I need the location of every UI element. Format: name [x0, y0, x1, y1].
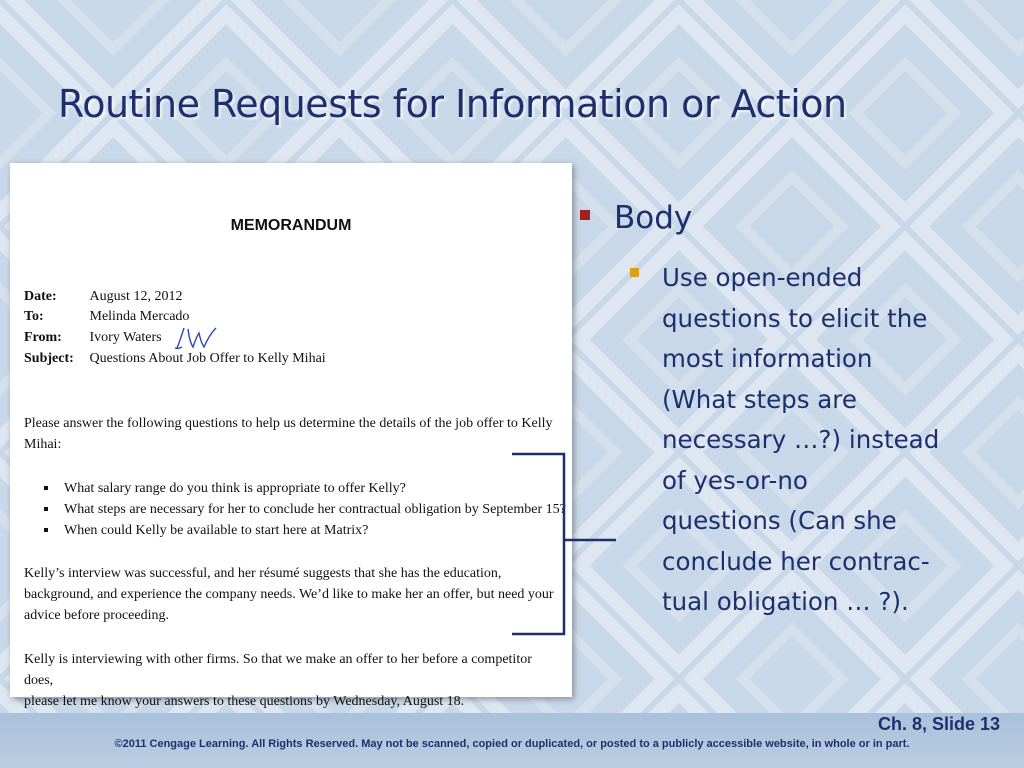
- callout-bracket: [510, 452, 620, 638]
- slide-number: Ch. 8, Slide 13: [877, 714, 1000, 734]
- memo-body-line: advice before proceeding.: [24, 608, 169, 623]
- memo-intro-line: Mihai:: [24, 437, 62, 452]
- memo-date-row: [24, 287, 182, 307]
- slide-title: Routine Requests for Information or Action: [58, 82, 847, 126]
- memo-closing-paragraph: [24, 649, 556, 712]
- memo-question-list: [40, 478, 566, 541]
- square-bullet-icon: [630, 268, 639, 277]
- bullet-line: most information: [662, 344, 873, 373]
- memo-to-row: [24, 307, 189, 327]
- memo-question-item: What salary range do you think is appropriate to offer Kelly?: [40, 478, 560, 499]
- bullet-line: of yes-or-no: [662, 465, 808, 495]
- memo-to-value: Melinda Mercado: [89, 309, 190, 324]
- memo-to-label: To:: [24, 309, 44, 324]
- memo-intro-paragraph: [24, 413, 556, 455]
- bullet-level2-text: [662, 258, 1002, 623]
- square-bullet-icon: [580, 210, 590, 220]
- handwritten-initials: [174, 325, 218, 351]
- copyright-notice: ©2011 Cengage Learning. All Rights Reserved. May not be scanned, copied or duplicated, or posted to a publicly accessible website, in whole or in part.: [114, 738, 910, 750]
- memo-date-label: Date:: [24, 289, 57, 304]
- bullet-level1-text: Body: [614, 200, 693, 236]
- memo-from-value: Ivory Waters: [89, 330, 162, 345]
- memo-subject-row: [24, 349, 326, 369]
- bullet-line: questions (Can she: [662, 506, 897, 535]
- memo-body-line: background, and experience the company needs. We’d like to make her an offer, but need your: [24, 587, 554, 602]
- bullet-line: (What steps are: [662, 384, 857, 414]
- memo-document: [10, 163, 572, 709]
- memo-body-line: Kelly’s interview was successful, and her résumé suggests that she has the education,: [24, 566, 502, 581]
- memo-from-row: [24, 328, 162, 348]
- bullet-line: Use open-ended: [662, 263, 863, 292]
- memo-closing-line: Kelly is interviewing with other firms. So that we make an offer to her before a competitor does,: [24, 652, 532, 688]
- memo-from-label: From:: [24, 330, 62, 345]
- bullet-line: tual obligation … ?).: [662, 587, 909, 616]
- memo-intro-line: Please answer the following questions to help us determine the details of the job offer to Kelly: [24, 416, 553, 431]
- bullet-line: necessary …?) instead: [662, 425, 940, 454]
- bullet-level1: [580, 200, 692, 236]
- memo-body-paragraph: [24, 563, 556, 626]
- memo-date-value: August 12, 2012: [89, 289, 183, 304]
- memo-closing-line: please let me know your answers to these questions by Wednesday, August 18.: [24, 694, 465, 709]
- memo-question-item: What steps are necessary for her to conclude her contractual obligation by September 15?: [40, 499, 560, 520]
- memo-subject-value: Questions About Job Offer to Kelly Mihai: [89, 351, 326, 366]
- bullet-line: conclude her contrac-: [662, 546, 930, 576]
- memo-heading: MEMORANDUM: [230, 217, 352, 234]
- bullet-line: questions to elicit the: [662, 303, 928, 333]
- memo-question-item: When could Kelly be available to start here at Matrix?: [40, 520, 560, 541]
- memo-subject-label: Subject:: [24, 351, 74, 366]
